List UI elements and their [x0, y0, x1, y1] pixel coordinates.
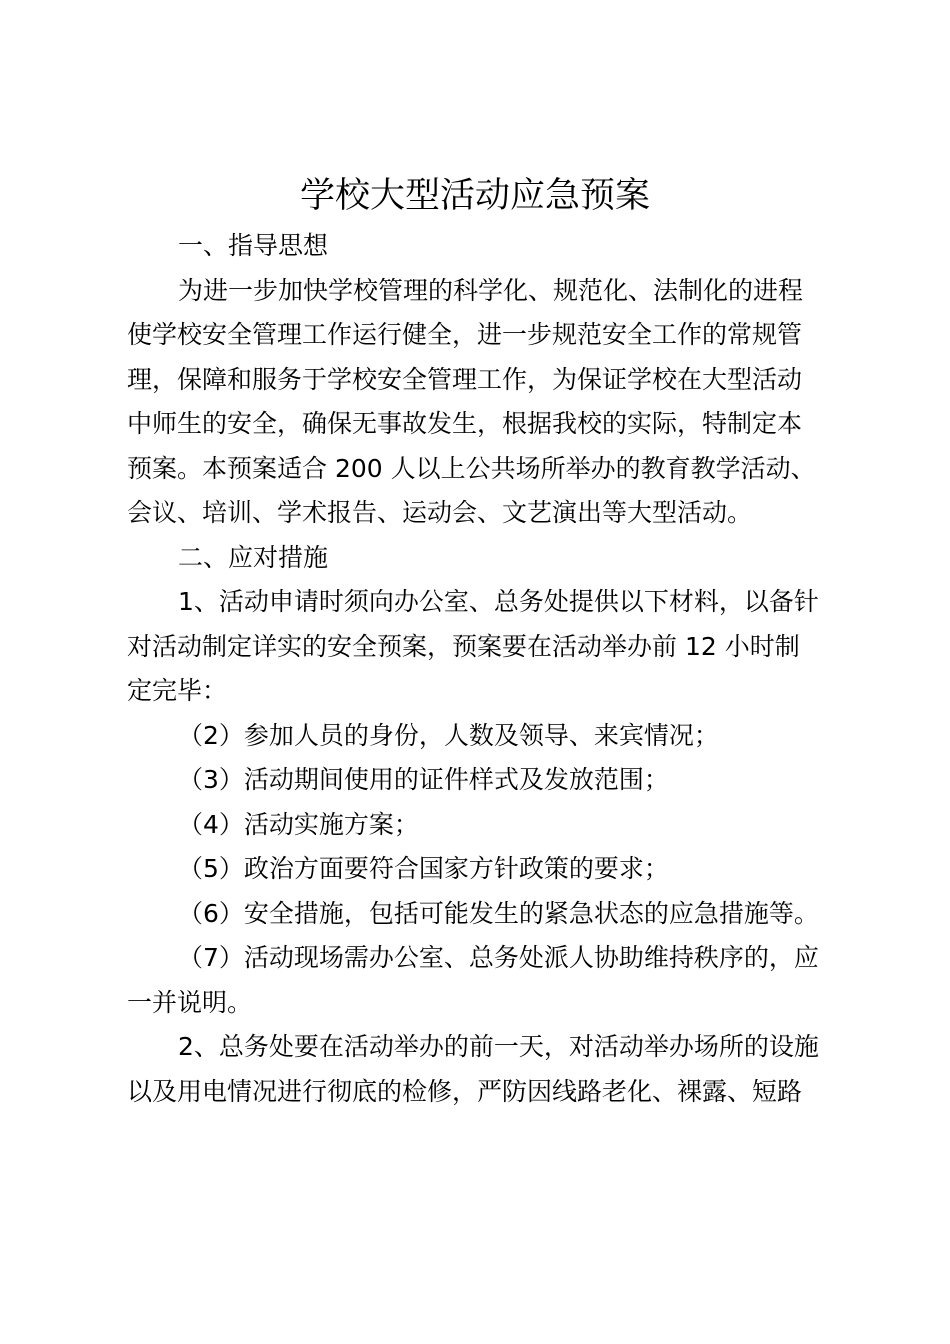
document-title: 学校大型活动应急预案: [299, 176, 650, 216]
body-line: （5）政治方面要符合国家方针政策的要求；: [178, 854, 669, 883]
body-line: 对活动制定详实的安全预案，预案要在活动举办前 12 小时制: [127, 631, 800, 661]
body-line: 2、总务处要在活动举办的前一天，对活动举办场所的设施: [178, 1032, 819, 1061]
body-line: 使学校安全管理工作运行健全，进一步规范安全工作的常规管: [127, 320, 803, 349]
body-line: （2）参加人员的身份，人数及领导、来宾情况；: [178, 720, 719, 750]
body-line: 预案。本预案适合 200 人以上公共场所举办的教育教学活动、: [127, 453, 816, 483]
body-line: 1、活动申请时须向办公室、总务处提供以下材料，以备针: [178, 587, 819, 616]
document-body: [127, 224, 837, 1114]
body-line: 二、应对措施: [178, 542, 329, 572]
body-line: 理，保障和服务于学校安全管理工作，为保证学校在大型活动: [127, 364, 803, 394]
body-line: 会议、培训、学术报告、运动会、文艺演出等大型活动。: [127, 498, 753, 527]
body-line: （7）活动现场需办公室、总务处派人协助维持秩序的，应: [178, 943, 819, 972]
body-line: （3）活动期间使用的证件样式及发放范围；: [178, 765, 669, 794]
body-line: 一、指导思想: [178, 231, 329, 260]
body-line: （6）安全措施，包括可能发生的紧急状态的应急措施等。: [178, 898, 819, 928]
body-line: 定完毕：: [127, 676, 228, 705]
body-line: 一并说明。: [127, 987, 253, 1017]
body-line: 中师生的安全，确保无事故发生，根据我校的实际，特制定本: [127, 409, 803, 438]
body-line: 以及用电情况进行彻底的检修，严防因线路老化、裸露、短路: [127, 1076, 803, 1106]
body-line: 为进一步加快学校管理的科学化、规范化、法制化的进程: [178, 275, 804, 305]
body-line: （4）活动实施方案；: [178, 809, 419, 839]
